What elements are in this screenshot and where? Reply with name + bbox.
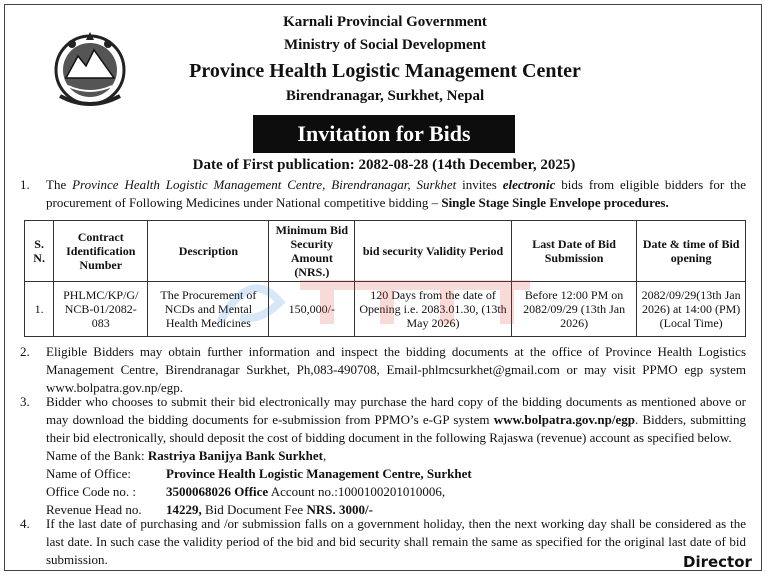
- ministry-name: Ministry of Social Development: [283, 37, 487, 53]
- p1-procedure: Single Stage Single Envelope procedures.: [441, 195, 669, 210]
- office-word: Office: [234, 484, 269, 499]
- publication-date: Date of First publication: 2082-08-28 (14th December, 2025): [192, 157, 576, 173]
- office-label: Name of Office:: [46, 466, 131, 481]
- code-label: Office Code no. :: [46, 484, 137, 499]
- revenue-head: 14229,: [166, 502, 202, 517]
- p3-text-b: . Bidders, submitting their bid electronically, should deposit the cost of bidding document in the following Rajaswa (revenue) account as specified below.: [46, 412, 746, 445]
- cell-bid-security: 150,000/-: [269, 282, 355, 337]
- center-address: Birendranagar, Surkhet, Nepal: [285, 88, 485, 104]
- paragraph-1: [20, 176, 746, 212]
- p1-text-c: bids from eligible bidders for the procurement of Following Medicines under National competitive bidding –: [46, 177, 746, 210]
- fee-label: Bid Document Fee: [201, 502, 307, 517]
- bank-row: [46, 447, 746, 465]
- p2-text: Eligible Bidders may obtain further information and inspect the bidding documents at the office of Province Health Logistics Management Centre, Birendranagar Surkhet, Ph,083-490708, Email-phlmcsurkhet@gmail.com or may visit PPMO egp system www.bolpatra.gov.np/egp.: [46, 344, 746, 395]
- table-header-row: [25, 221, 746, 282]
- item-number: 3.: [20, 394, 30, 409]
- nepal-emblem-icon: [48, 26, 132, 110]
- account-number: Account no.:1000100201010006,: [268, 484, 446, 499]
- government-name: Karnali Provincial Government: [283, 14, 487, 30]
- revenue-label: Revenue Head no.: [46, 502, 142, 517]
- paragraph-2: [20, 343, 746, 397]
- item-number: 4.: [20, 516, 30, 531]
- p4-text: If the last date of purchasing and /or submission falls on a government holiday, then the next working day shall be considered as the last date. In such case the validity period of the bid and bid security shall remain the same as specified for the original last date of bid submission.: [46, 516, 746, 567]
- center-name: Province Health Logistic Management Center: [189, 60, 581, 82]
- col-contract-id: Contract Identification Number: [54, 221, 148, 282]
- code-row: [46, 483, 746, 501]
- cell-last-date: Before 12:00 PM on 2082/09/29 (13th Jan 2026): [511, 282, 636, 337]
- col-sn: S. N.: [25, 221, 54, 282]
- col-validity: bid security Validity Period: [355, 221, 512, 282]
- title-banner: Invitation for Bids: [253, 115, 515, 153]
- cell-opening: 2082/09/29(13th Jan 2026) at 14:00 (PM) (Local Time): [637, 282, 746, 337]
- table-row: [25, 282, 746, 337]
- document-fee: NRS. 3000/-: [306, 502, 373, 517]
- p1-text-a: The: [46, 177, 73, 192]
- cell-description: The Procurement of NCDs and Mental Health Medicines: [148, 282, 269, 337]
- p3-text-a: Bidder who chooses to submit their bid electronically may purchase the hard copy of the bidding documents as mentioned above or may download the bidding documents for e-submission from PPMO’s e-GP system: [46, 394, 746, 427]
- cell-sn: 1.: [25, 282, 54, 337]
- egp-link[interactable]: www.bolpatra.gov.np/egp: [493, 412, 635, 427]
- col-last-date: Last Date of Bid Submission: [511, 221, 636, 282]
- p1-text-b: invites: [456, 177, 503, 192]
- col-description: Description: [148, 221, 269, 282]
- office-row: [46, 465, 746, 483]
- bid-table: [24, 220, 746, 337]
- cell-validity: 120 Days from the date of Opening i.e. 2083.01.30, (13th May 2026): [355, 282, 512, 337]
- p1-organization: Province Health Logistic Management Centre, Birendranagar, Surkhet: [72, 177, 457, 192]
- paragraph-4: [20, 515, 746, 569]
- office-name: Province Health Logistic Management Centre, Surkhet: [166, 466, 472, 481]
- cell-contract-id: PHLMC/KP/G/ NCB-01/2082-083: [54, 282, 148, 337]
- bank-comma: ,: [322, 448, 327, 463]
- signature-director: Director: [683, 553, 752, 571]
- bank-name: Rastriya Banijya Bank Surkhet: [147, 448, 323, 463]
- col-opening: Date & time of Bid opening: [637, 221, 746, 282]
- office-code: 3500068026: [166, 484, 231, 499]
- paragraph-3: [20, 393, 746, 519]
- item-number: 1.: [20, 177, 30, 192]
- col-bid-security: Minimum Bid Security Amount (NRS.): [269, 221, 355, 282]
- item-number: 2.: [20, 344, 30, 359]
- bank-label: Name of the Bank:: [46, 448, 148, 463]
- p1-electronic: electronic: [502, 177, 556, 192]
